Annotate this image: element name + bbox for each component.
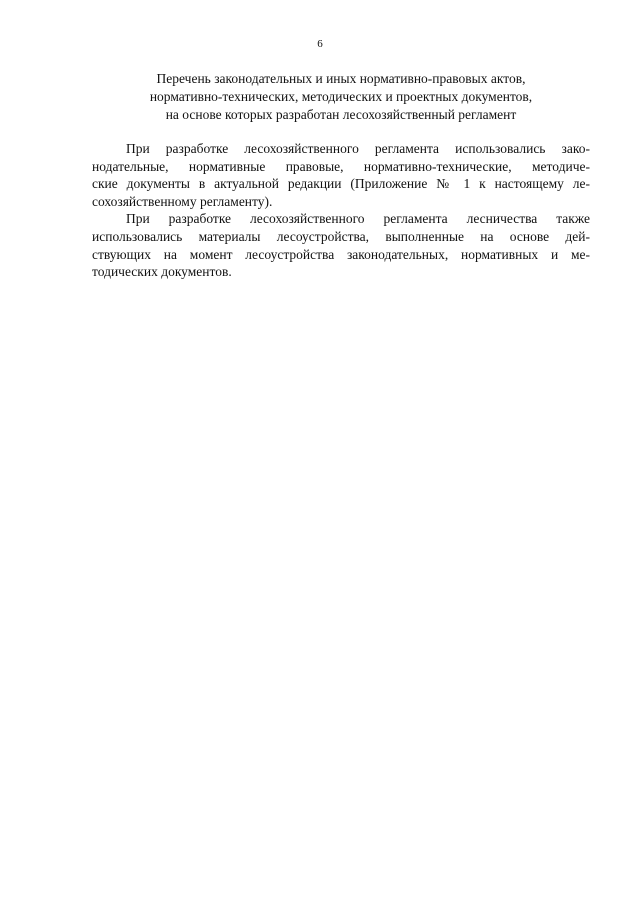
page-number: 6 (317, 38, 323, 50)
heading-line: нормативно-технических, методических и проектных документов, (149, 89, 533, 104)
paragraph-line: ские документы в актуальной редакции (Приложение № 1 к настоящему ле- (92, 176, 590, 192)
section-heading (92, 70, 590, 124)
paragraph-line: сохозяйственному регламенту). (92, 193, 273, 209)
paragraph (92, 140, 590, 210)
paragraph-line: ствующих на момент лесоустройства законодательных, нормативных и ме- (92, 246, 590, 262)
paragraph (92, 210, 590, 280)
body-text (92, 140, 590, 281)
paragraph-line: тодических документов. (92, 264, 232, 280)
paragraph-line: использовались материалы лесоустройства, выполненные на основе дей- (92, 228, 590, 244)
paragraph-line: нодательные, нормативные правовые, нормативно-технические, методиче- (92, 158, 590, 174)
heading-line: на основе которых разработан лесохозяйственный регламент (165, 107, 517, 122)
paragraph-line: При разработке лесохозяйственного регламента использовались зако- (126, 141, 590, 156)
paragraph-line: При разработке лесохозяйственного регламента лесничества также (126, 211, 590, 227)
heading-line: Перечень законодательных и иных нормативно-правовых актов, (156, 71, 526, 86)
